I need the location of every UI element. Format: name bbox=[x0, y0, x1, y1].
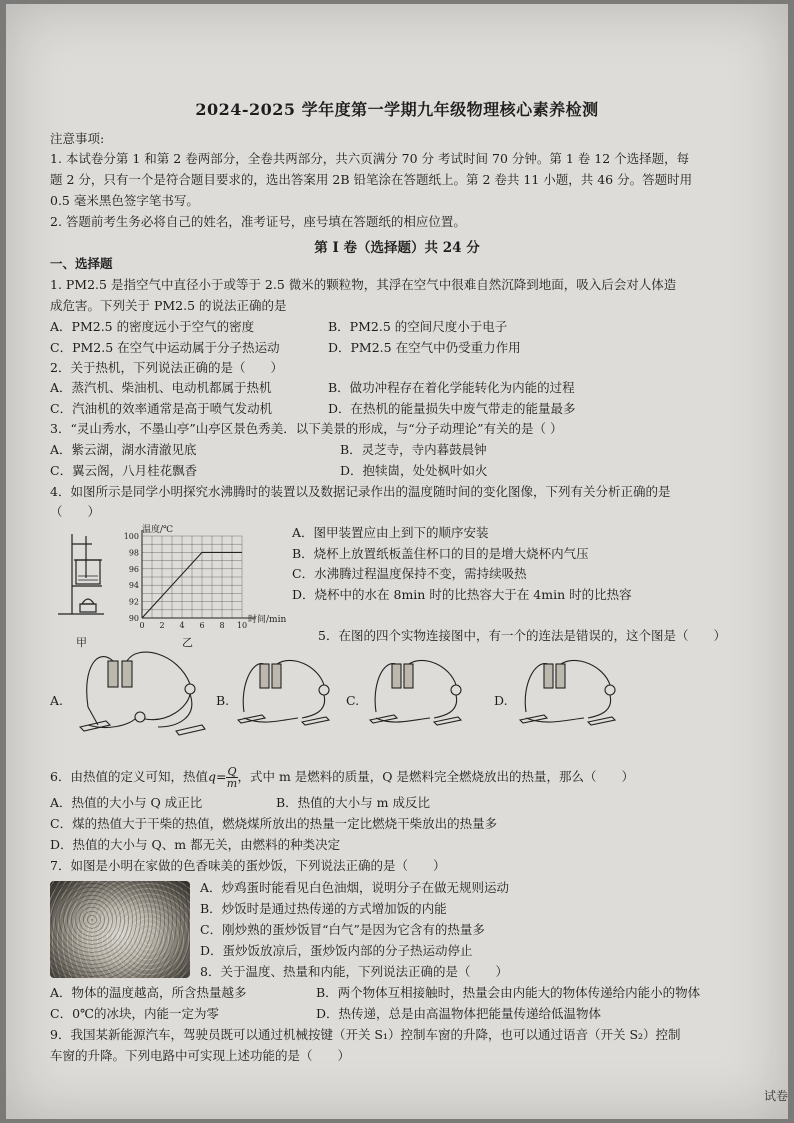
q7-option-a: A．炒鸡蛋时能看见白色油烟，说明分子在做无规则运动 bbox=[200, 880, 510, 895]
y-tick-label: 90 bbox=[128, 614, 139, 623]
x-tick-label: 4 bbox=[179, 621, 185, 630]
y-tick-label: 98 bbox=[128, 548, 139, 558]
x-tick-label: 8 bbox=[219, 621, 225, 630]
chart-x-axis-label: 时间/min bbox=[248, 615, 287, 625]
q6-stem bbox=[50, 766, 634, 789]
boiling-apparatus-figure bbox=[52, 530, 116, 622]
q6-option-a: A．热值的大小与 Q 成正比 bbox=[50, 795, 203, 810]
q8-stem: 8．关于温度、热量和内能，下列说法正确的是（ ） bbox=[200, 964, 508, 979]
q2-option-b: B．做功冲程存在着化学能转化为内能的过程 bbox=[328, 380, 575, 395]
q5-stem: 5．在图的四个实物连接图中，有一个的连法是错误的，这个图是（ ） bbox=[318, 628, 726, 643]
q1-option-c: C．PM2.5 在空气中运动属于分子热运动 bbox=[50, 340, 280, 355]
q8-option-c: C．0℃的冰块，内能一定为零 bbox=[50, 1006, 220, 1021]
q5-label-d: D. bbox=[494, 693, 508, 708]
q6-equals: = bbox=[215, 769, 227, 784]
fraction-numerator: Q bbox=[227, 765, 237, 778]
q2-option-c: C．汽油机的效率通常是高于喷气发动机 bbox=[50, 401, 273, 416]
q2-option-d: D．在热机的能量损失中废气带走的能量最多 bbox=[328, 401, 576, 416]
notice-line-4: 2. 答题前考生务必将自己的姓名，准考证号，座号填在答题纸的相应位置。 bbox=[50, 214, 466, 229]
q4-stem-2: （ ） bbox=[50, 504, 101, 519]
q8-option-b: B．两个物体互相接触时，热量会由内能大的物体传递给内能小的物体 bbox=[316, 985, 701, 1000]
y-tick-label: 92 bbox=[128, 597, 139, 607]
x-tick-label: 0 bbox=[139, 621, 145, 630]
figure-label-jia: 甲 bbox=[76, 636, 87, 649]
q4-option-a: A．图甲装置应由上到下的顺序安装 bbox=[292, 525, 489, 540]
q1-stem-2: 成危害。下列关于 PM2.5 的说法正确的是 bbox=[50, 298, 287, 313]
part-heading: 一、选择题 bbox=[50, 256, 113, 271]
q8-option-d: D．热传递，总是由高温物体把能量传递给低温物体 bbox=[316, 1006, 602, 1021]
page-footer-label: 试卷 bbox=[764, 1089, 789, 1103]
q9-stem-2: 车窗的升降。下列电路中可实现上述功能的是（ ） bbox=[50, 1048, 351, 1063]
y-tick-label: 100 bbox=[123, 532, 139, 541]
y-tick-label: 96 bbox=[128, 564, 139, 574]
chart-axes bbox=[142, 530, 256, 618]
fraction-denominator: m bbox=[226, 777, 238, 790]
x-tick-label: 6 bbox=[199, 621, 205, 630]
q1-option-a: A．PM2.5 的密度远小于空气的密度 bbox=[50, 319, 255, 334]
q5-label-b: B. bbox=[216, 693, 230, 708]
q8-option-a: A．物体的温度越高，所含热量越多 bbox=[50, 985, 247, 1000]
q6-stem-post: ，式中 m 是燃料的质量，Q 是燃料完全燃烧放出的热量，那么（ ） bbox=[237, 769, 635, 784]
exam-paper bbox=[6, 4, 788, 1119]
q6-stem-pre: 6．由热值的定义可知，热值 bbox=[50, 769, 208, 784]
q9-stem-1: 9．我国某新能源汽车，驾驶员既可以通过机械按键（开关 S₁）控制车窗的升降，也可以通过语音（开关 S₂）控制 bbox=[50, 1027, 681, 1042]
q6-option-d: D．热值的大小与 Q、m 都无关，由燃料的种类决定 bbox=[50, 837, 341, 852]
section-title: 第 I 卷（选择题）共 24 分 bbox=[314, 240, 480, 256]
q7-option-c: C．刚炒熟的蛋炒饭冒“白气”是因为它含有的热量多 bbox=[200, 922, 485, 937]
q7-option-b: B．炒饭时是通过热传递的方式增加饭的内能 bbox=[200, 901, 447, 916]
chart-y-axis-label: 温度/℃ bbox=[142, 525, 174, 535]
q4-option-b: B．烧杯上放置纸板盖住杯口的目的是增大烧杯内气压 bbox=[292, 546, 589, 561]
figure-label-yi: 乙 bbox=[182, 636, 193, 649]
q6-option-c: C．煤的热值大于干柴的热值，燃烧煤所放出的热量一定比燃烧干柴放出的热量多 bbox=[50, 816, 498, 831]
q2-option-a: A．蒸汽机、柴油机、电动机都属于热机 bbox=[50, 380, 272, 395]
q6-variable: q bbox=[207, 769, 216, 784]
q5-label-a: A. bbox=[50, 693, 64, 708]
fried-rice-photo bbox=[50, 881, 190, 978]
q3-stem: 3．“灵山秀水，不墨山亭”山亭区景色秀美．以下美景的形成，与“分子动理论”有关的是（ ） bbox=[50, 421, 563, 436]
notice-line-3: 0.5 毫米黑色签字笔书写。 bbox=[50, 193, 199, 208]
notice-line-2: 题 2 分，只有一个是符合题目要求的，选出答案用 2B 铅笔涂在答题纸上。第 2 卷共 11 小题，共 46 分。答题时用 bbox=[50, 172, 693, 187]
circuit-diagram-d bbox=[512, 656, 630, 730]
q2-stem: 2．关于热机，下列说法正确的是（ ） bbox=[50, 360, 283, 375]
q6-option-b: B．热值的大小与 m 成反比 bbox=[276, 795, 430, 810]
q4-option-c: C．水沸腾过程温度保持不变，需持续吸热 bbox=[292, 566, 527, 581]
q7-option-d: D．蛋炒饭放凉后，蛋炒饭内部的分子热运动停止 bbox=[200, 943, 473, 958]
x-tick-label: 10 bbox=[236, 621, 248, 630]
heat-value-fraction bbox=[226, 766, 237, 789]
q3-option-d: D．抱犊崮，处处枫叶如火 bbox=[340, 463, 488, 478]
chart-grid bbox=[142, 536, 242, 618]
x-tick-label: 2 bbox=[159, 621, 165, 630]
circuit-diagram-b bbox=[232, 656, 342, 730]
q5-label-c: C. bbox=[346, 693, 360, 708]
q3-option-c: C．翼云阁，八月桂花飘香 bbox=[50, 463, 198, 478]
page-title: 2024-2025 学年度第一学期九年级物理核心素养检测 bbox=[195, 100, 599, 119]
q4-option-d: D．烧杯中的水在 8min 时的比热容大于在 4min 时的比热容 bbox=[292, 587, 632, 602]
q1-stem-1: 1. PM2.5 是指空气中直径小于或等于 2.5 微米的颗粒物，其浮在空气中很难自然沉降到地面，吸入后会对人体造 bbox=[50, 277, 677, 292]
circuit-diagram-c bbox=[362, 656, 474, 730]
q4-stem-1: 4．如图所示是同学小明探究水沸腾时的装置以及数据记录作出的温度随时间的变化图像，下列有关分析正确的是 bbox=[50, 484, 671, 499]
y-tick-label: 94 bbox=[128, 581, 139, 591]
notice-heading: 注意事项: bbox=[50, 131, 105, 146]
q3-option-a: A．紫云湖，湖水清澈见底 bbox=[50, 442, 197, 457]
q3-option-b: B．灵芝寺，寺内暮鼓晨钟 bbox=[340, 442, 487, 457]
notice-line-1: 1. 本试卷分第 1 和第 2 卷两部分，全卷共两部分，共六页满分 70 分 考试时间 70 分钟。第 1 卷 12 个选择题，每 bbox=[50, 151, 690, 166]
circuit-diagram-a bbox=[68, 647, 210, 739]
q1-option-d: D．PM2.5 在空气中仍受重力作用 bbox=[328, 340, 521, 355]
q7-stem: 7．如图是小明在家做的色香味美的蛋炒饭，下列说法正确的是（ ） bbox=[50, 858, 446, 873]
temperature-time-chart bbox=[120, 522, 300, 632]
q1-option-b: B．PM2.5 的空间尺度小于电子 bbox=[328, 319, 508, 334]
